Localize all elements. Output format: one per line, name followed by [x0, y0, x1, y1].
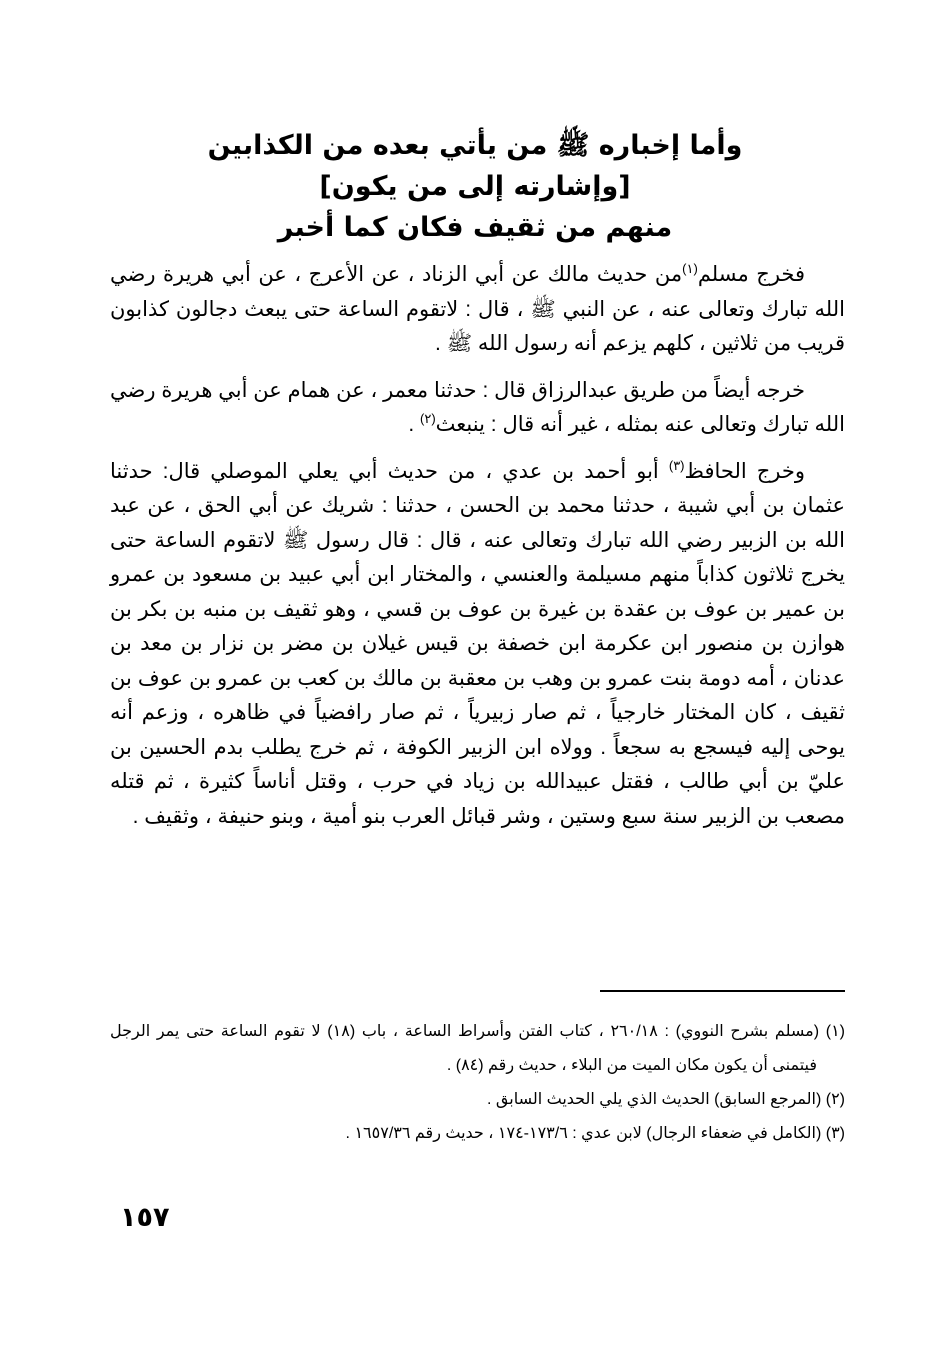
footnote-1: (١) (مسلم بشرح النووي) : ٢٦٠/١٨ ، كتاب الفتن وأسراط الساعة ، باب (١٨) لا تقوم الساعة حتى يمر الرجل فيتمنى أن يكون مكان الميت من البلاء ، حديث رقم (٨٤) .	[110, 1023, 845, 1074]
paragraph-1	[110, 258, 845, 362]
heading-line-2: [وإشارته إلى من يكون]	[319, 171, 631, 202]
chapter-heading	[150, 125, 800, 248]
paragraph-1-start: فخرج مسلم	[697, 263, 805, 286]
paragraph-2	[110, 374, 845, 443]
paragraph-1-rest: من حديث مالك عن أبي الزناد ، عن الأعرج ، عن أبي هريرة رضي الله تبارك وتعالى عنه ، عن النبي ﷺ ، قال : لاتقوم الساعة حتى يبعث دجالون كذابون قريب من ثلاثين ، كلهم يزعم أنه رسول الله ﷺ .	[110, 263, 845, 355]
paragraph-3-rest: أبو أحمد بن عدي ، من حديث أبي يعلي الموصلي قال: حدثنا عثمان بن أبي شيبة ، حدثنا محمد بن الحسن ، حدثنا : شريك عن أبي الحق ، عن عبد الله بن الزبير رضي الله تبارك وتعالى عنه ، قال : قال رسول ﷺ لاتقوم الساعة حتى يخرج ثلاثون كذاباً منهم مسيلمة والعنسي ، والمختار ابن أبي عبيد بن مسعود بن عمرو بن عمير بن عوف بن عقدة بن غيرة بن عوف بن قسي ، وهو ثقيف بن منبه بن بكر بن هوازن بن منصور ابن عكرمة ابن خصفة بن قيس غيلان بن مضر بن نزار بن معد بن عدنان ، أمه دومة بنت عمرو بن وهب بن معقبة بن مالك بن كعب بن عمرو بن عوف بن ثقيف ، كان المختار خارجياً ، ثم صار زبيرياً ، ثم صار رافضياً في ظاهره ، وزعم أنه يوحى إليه فيسجع به سجعاً . وولاه ابن الزبير الكوفة ، ثم خرج يطلب بدم الحسين بن عليّ بن أبي طالب ، فقتل عبيدالله بن زياد في حرب ، وقتل أناساً كثيرة ، ثم قتله مصعب بن الزبير سنة سبع وستين ، وشر قبائل العرب بنو أمية ، وبنو حنيفة ، وثقيف .	[110, 459, 845, 828]
footnote-2: (٢) (المرجع السابق) الحديث الذي يلي الحديث السابق .	[487, 1091, 845, 1108]
heading-line-3: منهم من ثقيف فكان كما أخبر	[277, 212, 673, 243]
paragraph-2-rest: .	[408, 413, 420, 436]
footnote-ref-1: (١)	[682, 261, 698, 276]
paragraph-3	[110, 455, 845, 835]
paragraph-3-start: وخرج الحافظ	[684, 459, 806, 483]
footnote-3: (٣) (الكامل في ضعفاء الرجال) لابن عدي : ١٧٣/٦-١٧٤ ، حديث رقم ١٦٥٧/٣٦ .	[345, 1125, 845, 1142]
footnote-ref-2: (٢)	[420, 411, 436, 426]
page-number: ١٥٧	[120, 1202, 170, 1233]
footnote-ref-3: (٣)	[668, 457, 685, 473]
footnotes	[110, 1015, 845, 1151]
footnote-separator	[600, 990, 845, 992]
paragraph-2-start: خرجه أيضاً من طريق عبدالرزاق قال : حدثنا معمر ، عن همام عن أبي هريرة رضي الله تبارك وتعالى عنه بمثله ، غير أنه قال : ينبعث	[110, 378, 845, 436]
main-text	[110, 258, 845, 846]
heading-line-1: وأما إخباره ﷺ من يأتي بعده من الكذابين	[207, 130, 743, 161]
